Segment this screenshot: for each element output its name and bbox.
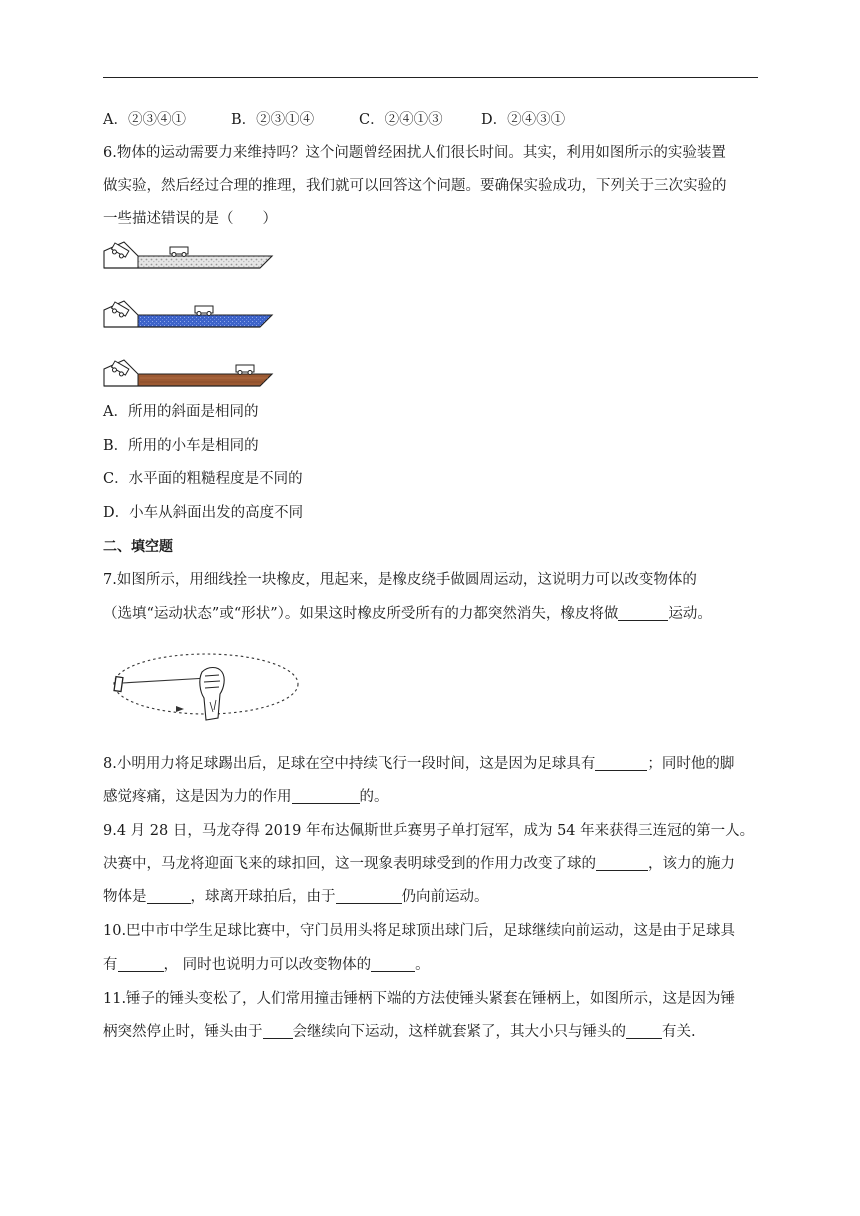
q11-blank-2 bbox=[626, 1024, 662, 1039]
q11-line-2 bbox=[103, 1022, 696, 1042]
ramp-gravel bbox=[104, 242, 272, 268]
q8-blank-2 bbox=[292, 789, 360, 804]
q9-text-d: ，球离开球拍后，由于 bbox=[190, 889, 336, 905]
q6-option-d: D．小车从斜面出发的高度不同 bbox=[103, 505, 304, 521]
q10-line-2 bbox=[103, 955, 430, 975]
q8-line-1 bbox=[103, 754, 734, 774]
q11-line-1: 11.锤子的锤头变松了，人们常用撞击锤柄下端的方法使锤头紧套在锤柄上，如图所示，这是因为锤 bbox=[103, 991, 736, 1007]
q9-line-3 bbox=[103, 887, 489, 907]
ramp-wood bbox=[104, 360, 272, 386]
q10-text-b: ， 同时也说明力可以改变物体的 bbox=[163, 957, 372, 973]
q5-option-d: D．②④③① bbox=[481, 112, 566, 128]
q9-text-a: 决赛中，马龙将迎面飞来的球扣回，这一现象表明球受到的作用力改变了球的 bbox=[103, 856, 596, 872]
ramp-experiment-figure bbox=[100, 238, 278, 392]
q10-text-a: 有 bbox=[103, 957, 118, 973]
q7-blank bbox=[618, 606, 668, 621]
q11-text-a: 柄突然停止时，锤头由于 bbox=[103, 1024, 263, 1040]
q6-option-b: B．所用的小车是相同的 bbox=[103, 438, 259, 454]
q5-option-a: A．②③④① bbox=[103, 112, 186, 128]
q8-blank-1 bbox=[595, 756, 647, 771]
q7-line-2 bbox=[103, 604, 712, 624]
hand-icon bbox=[200, 668, 224, 721]
q8-text-c: 感觉疼痛，这是因为力的作用 bbox=[103, 789, 292, 805]
q9-blank-3 bbox=[336, 889, 402, 904]
q6-option-a: A．所用的斜面是相同的 bbox=[103, 404, 259, 420]
q5-option-b: B．②③①④ bbox=[231, 112, 315, 128]
q9-text-c: 物体是 bbox=[103, 889, 147, 905]
q5-option-c: C．②④①③ bbox=[359, 112, 443, 128]
q10-text-c: 。 bbox=[415, 957, 430, 973]
q9-text-e: 仍向前运动。 bbox=[401, 889, 489, 905]
q10-blank-2 bbox=[371, 957, 415, 972]
section-heading-fill-in: 二、填空题 bbox=[103, 539, 173, 555]
q5-options bbox=[103, 110, 565, 130]
q6-stem-line-1: 6.物体的运动需要力来维持吗？这个问题曾经困扰人们很长时间。其实，利用如图所示的实验装置 bbox=[103, 145, 726, 161]
q10-line-1: 10.巴中市中学生足球比赛中，守门员用头将足球顶出球门后，足球继续向前运动，这是由于足球具 bbox=[103, 923, 736, 939]
q8-text-a: 8.小明用力将足球踢出后，足球在空中持续飞行一段时间，这是因为足球具有 bbox=[103, 756, 596, 772]
q6-stem-line-2: 做实验，然后经过合理的推理，我们就可以回答这个问题。要确保实验成功，下列关于三次实验的 bbox=[103, 178, 727, 194]
q6-stem-line-3: 一些描述错误的是（ ） bbox=[103, 211, 277, 227]
q8-line-2 bbox=[103, 787, 389, 807]
ramp-cloth bbox=[104, 301, 272, 327]
q8-text-d: 的。 bbox=[359, 789, 389, 805]
q9-blank-1 bbox=[596, 856, 648, 871]
q7-text-a: （选填“运动状态”或“形状”）。如果这时橡皮所受所有的力都突然消失，橡皮将做 bbox=[103, 606, 619, 622]
q9-line-1: 9.4 月 28 日，马龙夺得 2019 年布达佩斯世乒赛男子单打冠军，成为 54 年来获得三连冠的第一人。 bbox=[103, 823, 755, 839]
q9-blank-2 bbox=[147, 889, 191, 904]
q9-text-b: ，该力的施力 bbox=[648, 856, 735, 872]
eraser-circle-figure bbox=[110, 642, 302, 734]
q11-blank-1 bbox=[263, 1024, 293, 1039]
q7-line-1: 7.如图所示，用细线拴一块橡皮，甩起来，是橡皮绕手做圆周运动，这说明力可以改变物体的 bbox=[103, 572, 697, 588]
q8-text-b: ；同时他的脚 bbox=[647, 756, 735, 772]
q11-text-b: 会继续向下运动，这样就套紧了，其大小只与锤头的 bbox=[292, 1024, 626, 1040]
q6-option-c: C．水平面的粗糙程度是不同的 bbox=[103, 471, 303, 487]
q9-line-2 bbox=[103, 854, 735, 874]
q7-text-b: 运动。 bbox=[668, 606, 712, 622]
header-rule bbox=[103, 77, 758, 78]
q10-blank-1 bbox=[118, 957, 164, 972]
q11-text-c: 有关. bbox=[662, 1024, 696, 1040]
